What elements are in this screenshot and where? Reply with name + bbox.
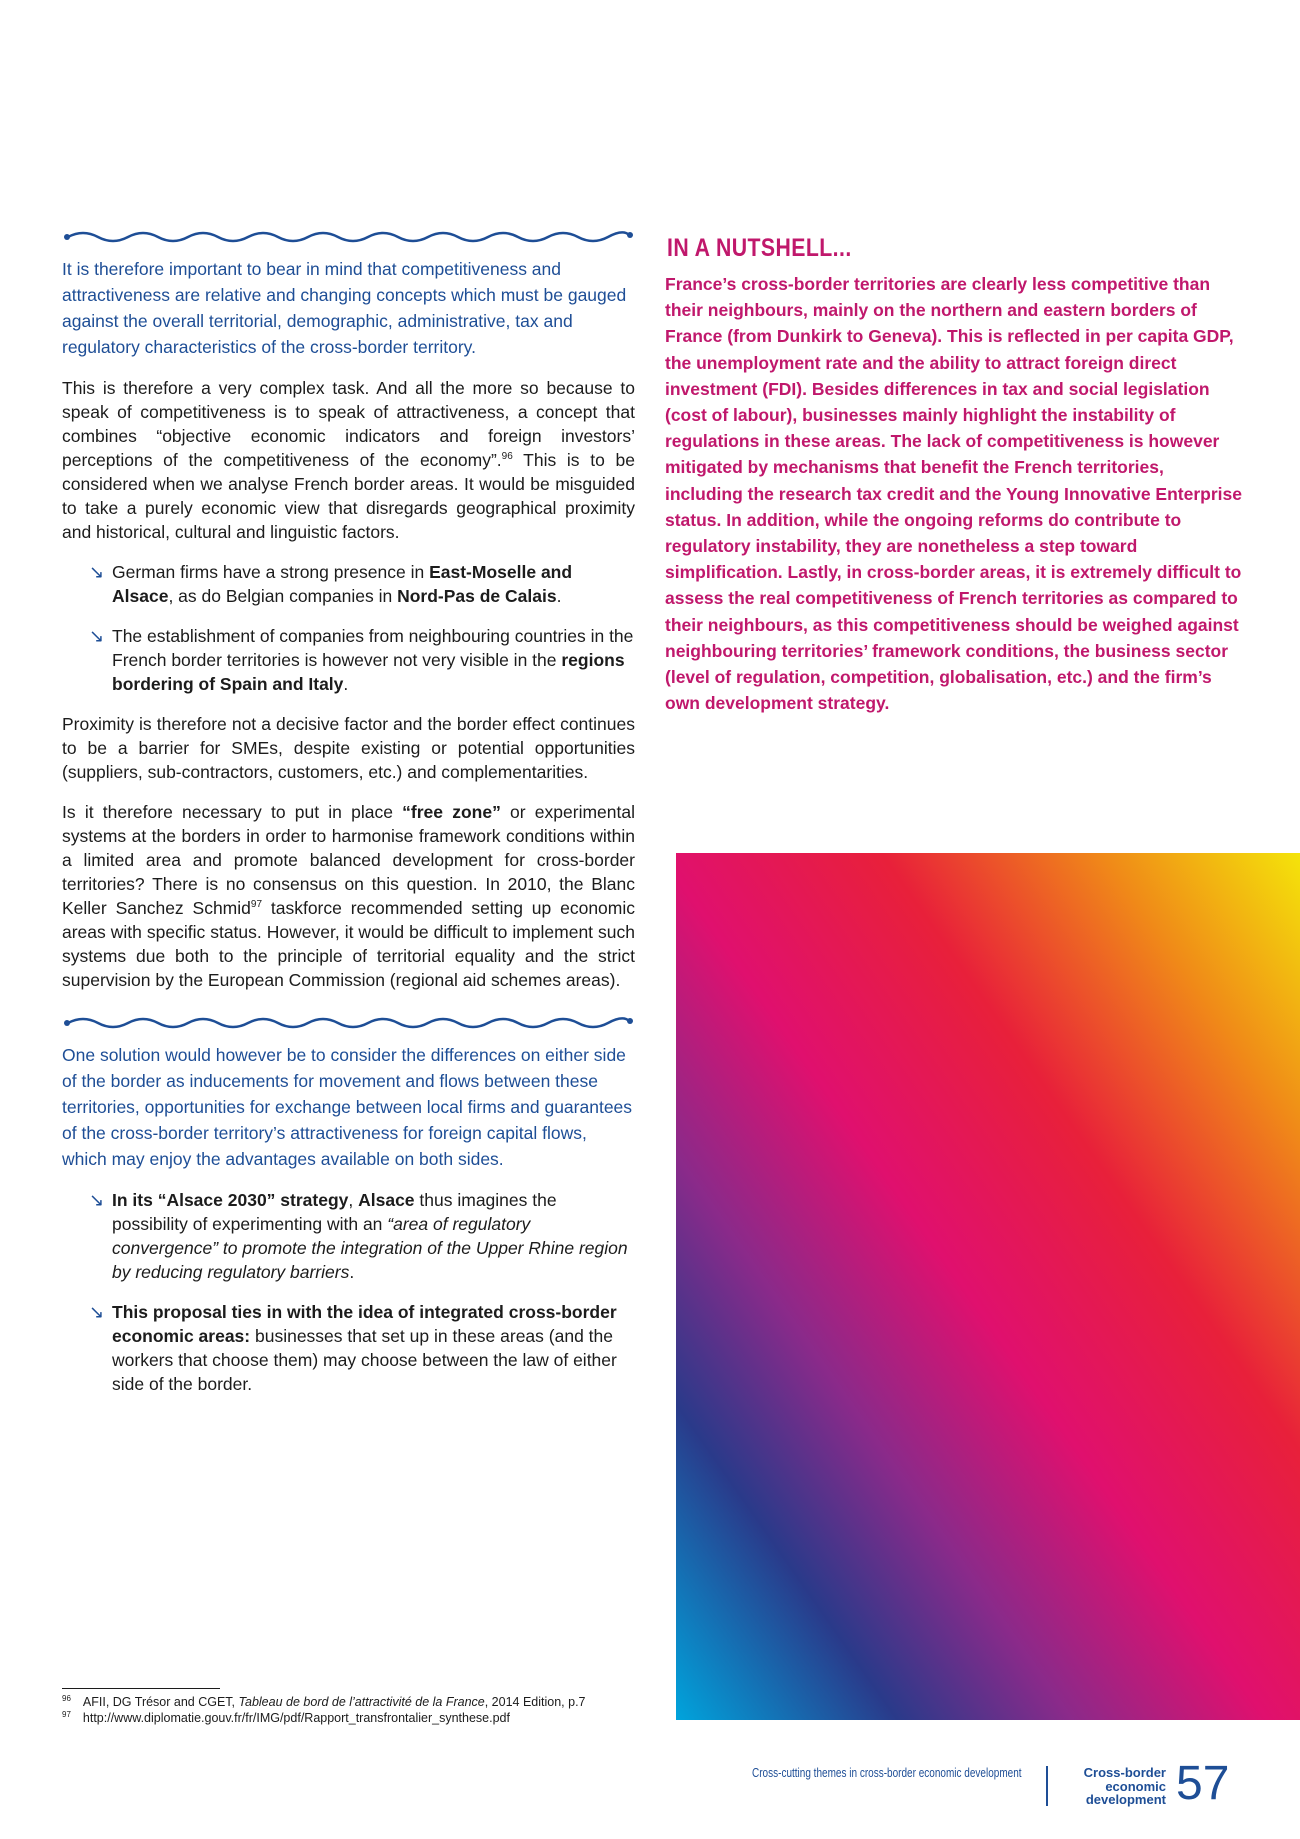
bullet-german-firms: ↘ German firms have a strong presence in East-Moselle and Alsace, as do Belgian companies in Nord-Pas de Calais. xyxy=(89,562,573,606)
bullet-establishment: ↘ The establishment of companies from neighbouring countries in the French border territories is however not very visible in the regions bordering of Spain and Italy. xyxy=(89,626,634,694)
left-column xyxy=(62,226,635,1412)
footnotes xyxy=(62,1694,662,1726)
footnote-rule xyxy=(62,1688,220,1689)
page-number: 57 xyxy=(1176,1757,1230,1810)
footnote-97: $^{97}$ http://www.diplomatie.gouv.fr/fr/IMG/pdf/Rapport_transfrontalier_synthese.pdf xyxy=(62,1709,510,1725)
bullet-integrated-areas: ↘ This proposal ties in with the idea of integrated cross-border economic areas: businesses that set up in these areas (and the workers that choose them) may choose between the law of either side of the border. xyxy=(89,1302,617,1394)
wave-divider-bottom xyxy=(62,1012,635,1034)
bullet-alsace-2030: ↘ In its “Alsace 2030” strategy, Alsace thus imagines the possibility of experimenting with an “area of regulatory convergence” to promote the integration of the Upper Rhine region by reducing regulatory barriers. xyxy=(89,1190,628,1282)
nutshell-body: France’s cross-border territories are clearly less competitive than their neighbours, mainly on the northern and eastern borders of France (from Dunkirk to Geneva). This is reflected in per capita GDP, the unemployment rate and the ability to attract foreign direct investment (FDI). Besides differences in tax and social legislation (cost of labour), businesses mainly highlight the instability of regulations in these areas. The lack of competitiveness is however mitigated by mechanisms that benefit the French territories, including the research tax credit and the Young Innovative Enterprise status. In addition, while the ongoing reforms do contribute to regulatory instability, they are nonetheless a step toward simplification. Lastly, in cross-border areas, it is extremely difficult to assess the real competitiveness of French territories as compared to their neighbours, as this competitiveness should be weighed against neighbouring territories’ framework conditions, the business sector (level of regulation, competition, globalisation, etc.) and the firm’s own development strategy. xyxy=(665,274,1242,714)
right-column xyxy=(665,226,1245,716)
bullet-list-2 xyxy=(62,1188,635,1396)
wave-divider-top xyxy=(62,226,635,248)
solution-lead: One solution would however be to consider the differences on either side of the border as inducements for movement and flows between these territories, opportunities for exchange between local firms and guarantees of the cross-border territory’s attractiveness for foreign capital flows, which may enjoy the advantages available on both sides. xyxy=(62,1045,633,1169)
footer-section-title: Cross-cutting themes in cross-border economic development xyxy=(752,1766,1022,1780)
decorative-gradient-panel xyxy=(676,853,1300,1720)
bullet-list-1 xyxy=(62,560,635,696)
arrow-down-right-icon: ↘ xyxy=(89,626,105,646)
paragraph-complex-task: This is therefore a very complex task. And all the more so because to speak of competitiveness is to speak of attractiveness, a concept that combines “objective economic indicators and foreign investors’ perceptions of the competitiveness of the economy”.$^{96}$ This is to be considered when we analyse French border areas. It would be misguided to take a purely economic view that disregards geographical proximity and historical, cultural and linguistic factors. xyxy=(62,378,635,542)
footer-brand: Cross-border economic development xyxy=(1083,1765,1166,1807)
footnote-ref-96[interactable]: 96 xyxy=(501,451,513,463)
paragraph-proximity: Proximity is therefore not a decisive factor and the border effect continues to be a barrier for SMEs, despite existing or potential opportunities (suppliers, sub-contractors, customers, etc.) and complementarities. xyxy=(62,714,635,782)
paragraph-free-zone: Is it therefore necessary to put in place “free zone” or experimental systems at the borders in order to harmonise framework conditions within a limited area and promote balanced development for cross-border territories? There is no consensus on this question. In 2010, the Blanc Keller Sanchez Schmid$^{97}$ taskforce recommended setting up economic areas with specific status. However, it would be difficult to implement such systems due both to the principle of territorial equality and the strict supervision by the European Commission (regional aid schemes areas). xyxy=(62,802,636,990)
footnote-ref-97[interactable]: 97 xyxy=(250,899,263,911)
arrow-down-right-icon: ↘ xyxy=(89,562,105,582)
arrow-down-right-icon: ↘ xyxy=(89,1302,105,1322)
intro-lead: It is therefore important to bear in mind that competitiveness and attractiveness are relative and changing concepts which must be gauged against the overall territorial, demographic, administrative, tax and regulatory characteristics of the cross-border territory. xyxy=(62,259,627,357)
nutshell-title: IN A NUTSHELL... xyxy=(667,234,852,262)
footnote-97-link[interactable]: http://www.diplomatie.gouv.fr/fr/IMG/pdf/Rapport_transfrontalier_synthese.pdf xyxy=(82,1711,510,1725)
footnote-96: $^{96}$ AFII, DG Trésor and CGET, Tableau de bord de l’attractivité de la France, 2014 Edition, p.7 xyxy=(62,1693,586,1709)
arrow-down-right-icon: ↘ xyxy=(89,1190,105,1210)
footer-divider xyxy=(1046,1766,1048,1806)
